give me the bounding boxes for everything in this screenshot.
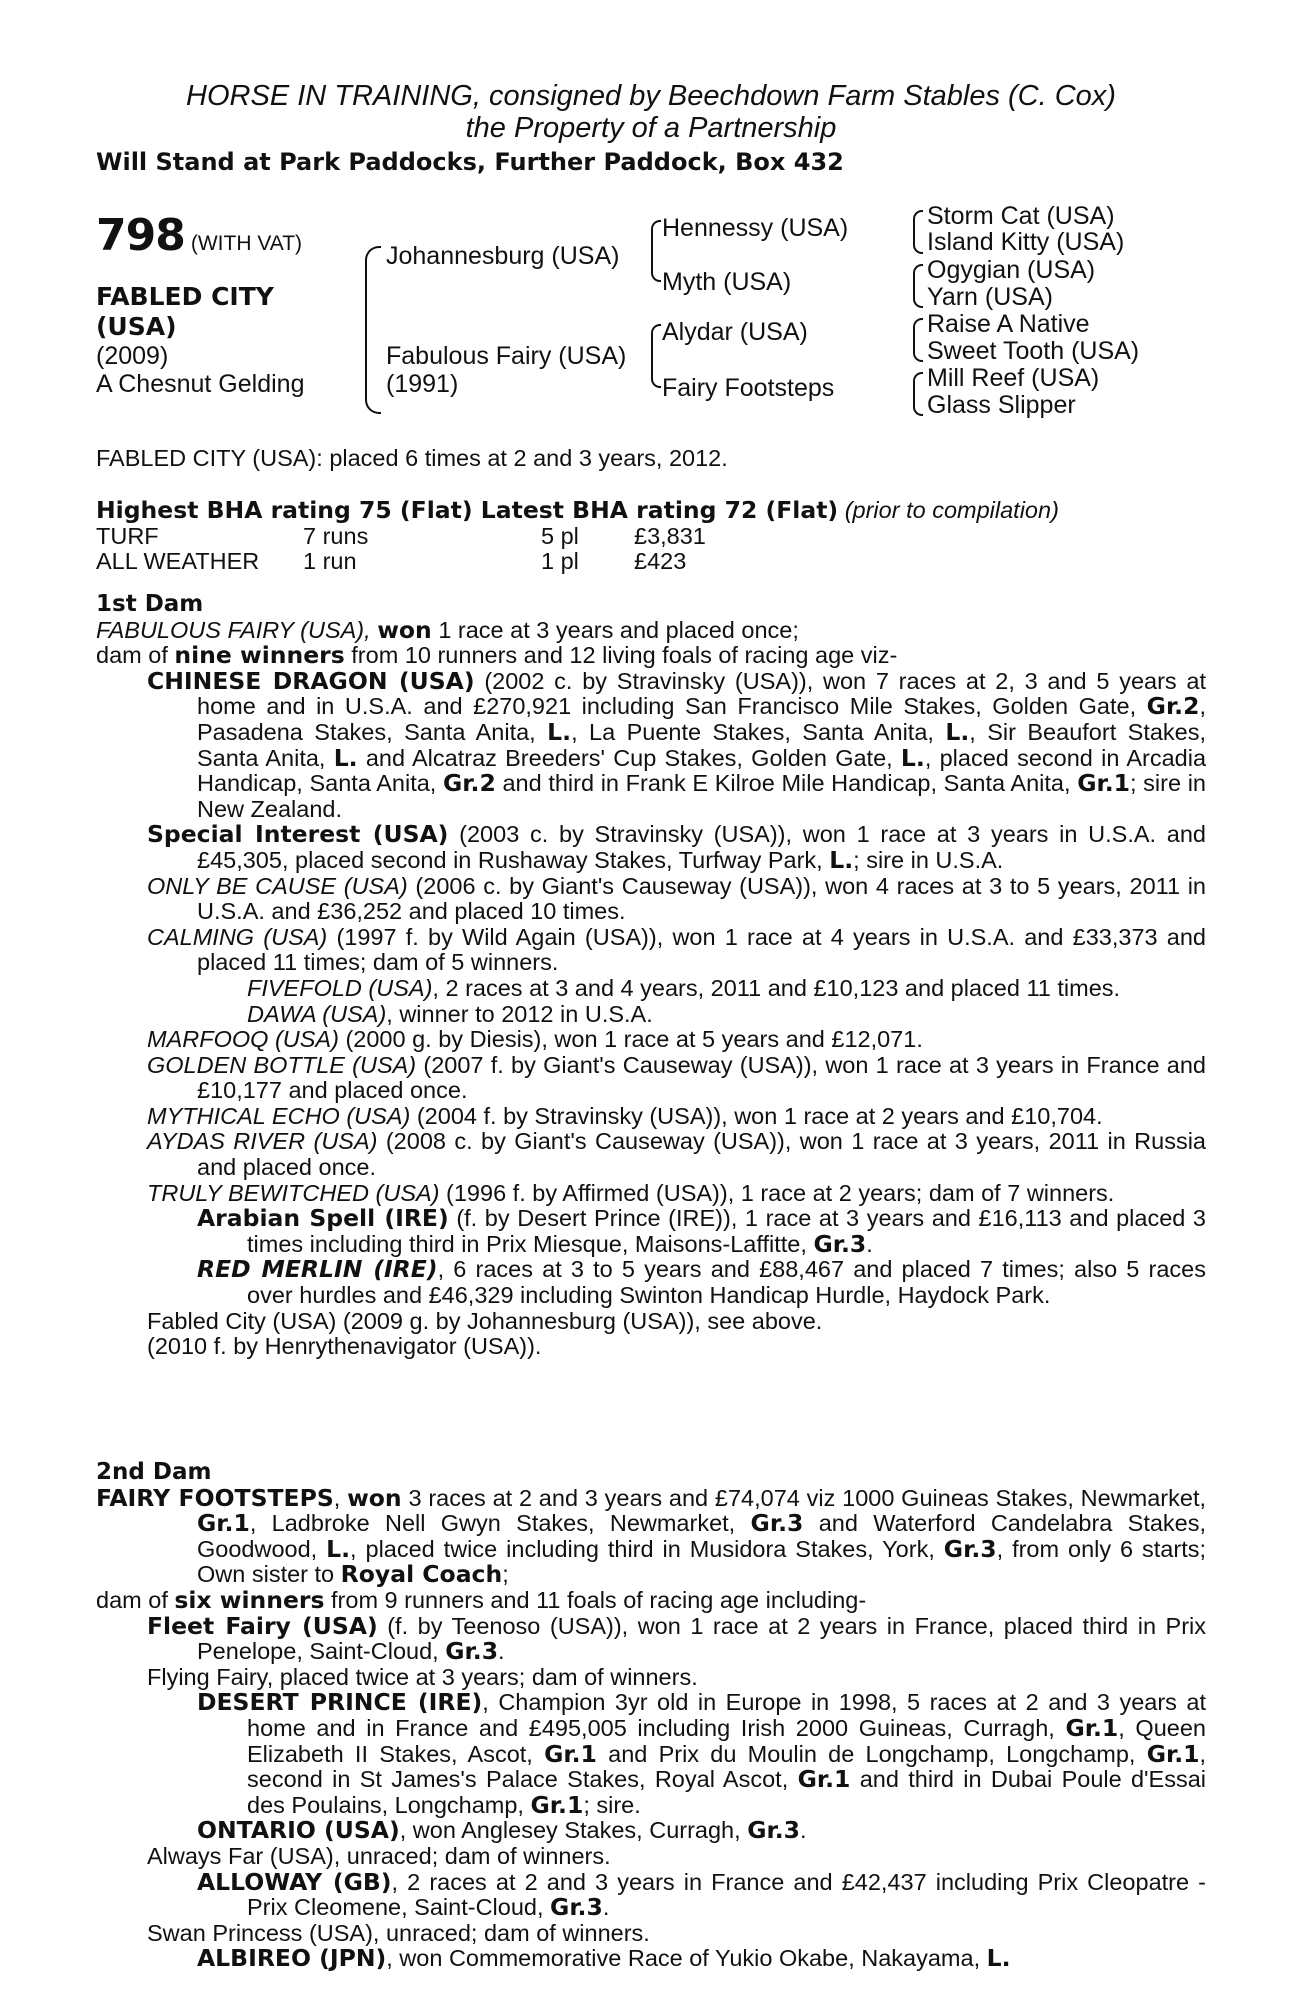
produce-name: GOLDEN BOTTLE (USA): [147, 1051, 417, 1078]
gg-brace-2: [913, 264, 923, 308]
text: , Pasadena Stakes, Santa Anita,: [197, 693, 1206, 745]
text: , from only 6 starts; Own sister to: [197, 1535, 1207, 1588]
produce-name: ALBIREO (JPN): [197, 1944, 387, 1973]
pedigree-block: [96, 202, 1206, 422]
winners-count: six winners: [174, 1585, 325, 1614]
produce-name: FIVEFOLD (USA): [247, 974, 433, 1001]
text: and Prix du Moulin de Longchamp, Longchamp,: [608, 1740, 1136, 1767]
surface-cell: ALL WEATHER: [96, 547, 260, 574]
text: and third in Dubai Poule d'Essai des Poulains, Longchamp,: [247, 1766, 1207, 1818]
won-label: won: [347, 1483, 402, 1512]
grade: Gr.1: [530, 1790, 584, 1819]
lot-number: [96, 210, 302, 261]
great-grand-produce-entry: [96, 1257, 1206, 1308]
text: , 6 races at 3 to 5 years and £88,467 and placed 7 times; also 5 races over hurdles and £46,329 including Swinton Handicap Hurdle, Haydock Park.: [247, 1256, 1206, 1309]
text: , placed second in Arcadia Handicap, Santa Anita,: [197, 744, 1207, 797]
text: from 10 runners and 12 living foals of racing age viz-: [351, 642, 898, 669]
summary-line: [96, 446, 1206, 472]
text: , Sir Beaufort Stakes, Santa Anita,: [197, 718, 1207, 771]
dam: Fabulous Fairy (USA): [386, 342, 627, 370]
earnings-cell: £423: [634, 547, 687, 574]
gg-raise-a-native: Raise A Native: [927, 310, 1090, 338]
text: and Alcatraz Breeders' Cup Stakes, Golden Gate,: [365, 744, 893, 771]
text: .: [602, 1894, 610, 1921]
grade: Gr.1: [1077, 769, 1130, 798]
gg-glass-slipper: Glass Slipper: [927, 391, 1076, 419]
grade: L.: [900, 743, 925, 772]
dam-year: (1991): [386, 370, 459, 398]
table-row: [96, 524, 706, 549]
location-line: Will Stand at Park Paddocks, Further Paddock, Box 432: [96, 148, 844, 176]
produce-entry: [96, 666, 1207, 823]
sibling-name: Royal Coach: [340, 1560, 503, 1589]
gg-sweet-tooth: Sweet Tooth (USA): [927, 337, 1140, 365]
produce-entry: Flying Fairy, placed twice at 3 years; dam of winners.: [147, 1663, 698, 1690]
text: (2004 f. by Stravinsky (USA)), won 1 race at 2 years and £10,704.: [416, 1102, 1103, 1129]
text: (2006 c. by Giant's Causeway (USA)), won 4 races at 3 to 5 years, 2011 in U.S.A. and £36,252 and placed 10 times.: [197, 872, 1207, 925]
placed-cell: 5 pl: [541, 522, 579, 549]
text: , Champion 3yr old in Europe in 1998, 5 races at 2 and 3 years at home and in France and £495,005 including Irish 2000 Guineas, Curragh,: [247, 1689, 1207, 1741]
won-label: won: [377, 615, 432, 644]
dam-name: FAIRY FOOTSTEPS: [96, 1483, 334, 1512]
gg-yarn: Yarn (USA): [927, 283, 1053, 311]
dam-record: 1 race at 3 years and placed once;: [438, 616, 799, 643]
dam-name: FABULOUS FAIRY (USA),: [96, 616, 371, 643]
sire-sire: Hennessy (USA): [662, 214, 849, 242]
grade: Gr.1: [197, 1509, 250, 1538]
produce-name: AYDAS RIVER (USA): [147, 1128, 378, 1155]
grand-produce-entry: [96, 1206, 1206, 1257]
produce-entry: [96, 1027, 1206, 1053]
text: dam of: [96, 1586, 168, 1613]
bha-ratings: Highest BHA rating 75 (Flat) Latest BHA rating 72 (Flat): [96, 496, 839, 524]
horse-name: FABLED CITY: [96, 282, 274, 311]
sire-dam: Myth (USA): [662, 268, 792, 296]
produce-entry: [96, 1611, 1206, 1666]
race-summary: FABLED CITY (USA): placed 6 times at 2 and 3 years, 2012.: [96, 445, 728, 471]
horse-description: A Chesnut Gelding: [96, 370, 305, 398]
text: ;: [502, 1561, 509, 1588]
text: ; sire.: [583, 1791, 641, 1818]
produce-name: MYTHICAL ECHO (USA): [147, 1102, 411, 1129]
first-dam-section: [96, 592, 1206, 1360]
produce-name: ONLY BE CAUSE (USA): [147, 872, 408, 899]
text: (f. by Teenoso (USA)), won 1 race at 2 years in France, placed third in Prix Penelope, Saint-Cloud,: [197, 1612, 1206, 1665]
grade: L.: [986, 1944, 1011, 1973]
section-heading: 1st Dam: [96, 591, 204, 617]
text: (2008 c. by Giant's Causeway (USA)), won 1 race at 3 years, 2011 in Russia and placed once.: [197, 1128, 1206, 1181]
produce-name: TRULY BEWITCHED (USA): [147, 1179, 440, 1206]
grade: L.: [829, 845, 854, 874]
grade: L.: [547, 717, 572, 746]
produce-entry: [96, 1181, 1206, 1207]
text: 3 races at 2 and 3 years and £74,074 viz 1000 Guineas Stakes, Newmarket,: [408, 1484, 1207, 1511]
winners-count: nine winners: [174, 641, 345, 670]
grade: Gr.3: [445, 1637, 499, 1666]
text: (2003 c. by Stravinsky (USA)), won 1 race at 3 years in U.S.A. and £45,305, placed second in Rushaway Stakes, Turfway Park,: [197, 821, 1207, 873]
text: ; sire in New Zealand.: [197, 770, 1206, 822]
produce-name: ONTARIO (USA): [197, 1816, 400, 1845]
grade: Gr.1: [544, 1739, 597, 1768]
text: , won Anglesey Stakes, Curragh,: [399, 1817, 741, 1844]
placed-cell: 1 pl: [541, 547, 579, 574]
grade: L.: [326, 1534, 351, 1563]
grade: Gr.1: [797, 1765, 851, 1794]
horse-name-country: (USA): [96, 312, 177, 341]
text: and third in Frank E Kilroe Mile Handicap, Santa Anita,: [502, 770, 1071, 797]
dam-dam: Fairy Footsteps: [662, 374, 835, 402]
gg-ogygian: Ogygian (USA): [927, 256, 1096, 284]
text: , winner to 2012 in U.S.A.: [386, 1000, 653, 1027]
produce-entry: [96, 925, 1206, 976]
grand-produce-entry: [96, 1818, 1206, 1844]
dam-sire: Alydar (USA): [662, 318, 808, 346]
grade: L.: [333, 743, 358, 772]
runs-cell: 1 run: [303, 547, 357, 574]
gg-mill-reef: Mill Reef (USA): [927, 364, 1100, 392]
grade: Gr.3: [813, 1229, 867, 1258]
produce-entry: Fabled City (USA) (2009 g. by Johannesburg (USA)), see above.: [147, 1307, 823, 1334]
text: , 2 races at 3 and 4 years, 2011 and £10,123 and placed 11 times.: [432, 974, 1121, 1001]
produce-entry: [96, 1104, 1206, 1130]
produce-name: RED MERLIN (IRE): [197, 1255, 438, 1284]
second-dam-section: [96, 1460, 1206, 1972]
text: and Waterford Candelabra Stakes, Goodwood,: [197, 1510, 1207, 1562]
produce-line: [96, 643, 1206, 669]
produce-entry: [96, 822, 1206, 873]
surface-cell: TURF: [96, 522, 159, 549]
runs-cell: 7 runs: [303, 522, 369, 549]
produce-name: MARFOOQ (USA): [147, 1026, 339, 1053]
produce-name: DAWA (USA): [247, 1000, 387, 1027]
text: (1996 f. by Affirmed (USA)), 1 race at 2 years; dam of 7 winners.: [446, 1179, 1115, 1206]
text: (f. by Desert Prince (IRE)), 1 race at 3 years and £16,113 and placed 3 times including third in Prix Miesque, Maisons-Laffitte,: [247, 1205, 1206, 1257]
grand-produce-entry: [96, 1867, 1206, 1922]
grade: Gr.2: [443, 769, 496, 798]
grade: Gr.1: [1065, 1713, 1119, 1742]
gg-island-kitty: Island Kitty (USA): [927, 228, 1125, 256]
dam-brace: [651, 324, 661, 388]
produce-name: Special Interest (USA): [147, 820, 449, 849]
grand-produce-entry: [96, 1002, 1206, 1028]
text: , La Puente Stakes, Santa Anita,: [571, 718, 934, 745]
text: .: [800, 1817, 807, 1844]
text: , placed twice including third in Musidora Stakes, York,: [350, 1535, 935, 1562]
vat-note: (WITH VAT): [190, 232, 303, 255]
produce-name: DESERT PRINCE (IRE): [197, 1688, 483, 1717]
produce-line: [96, 1585, 1206, 1614]
text: (2000 g. by Diesis), won 1 race at 5 years and £12,071.: [345, 1026, 923, 1053]
text: (1997 f. by Wild Again (USA)), won 1 race at 4 years in U.S.A. and £33,373 and placed 11 times; dam of 5 winners.: [197, 923, 1206, 976]
produce-name: ALLOWAY (GB): [197, 1867, 392, 1896]
text: .: [866, 1230, 873, 1257]
dam-line: [96, 615, 1206, 644]
text: , second in St James's Palace Stakes, Royal Ascot,: [247, 1740, 1207, 1793]
produce-entry: [96, 1129, 1206, 1180]
text: , Ladbroke Nell Gwyn Stakes, Newmarket,: [249, 1510, 736, 1537]
text: .: [498, 1638, 505, 1665]
text: from 9 runners and 11 foals of racing age including-: [331, 1586, 867, 1613]
grade: Gr.3: [943, 1534, 997, 1563]
text: , Queen Elizabeth II Stakes, Ascot,: [247, 1714, 1206, 1767]
grade: L.: [945, 717, 970, 746]
grand-produce-entry: [96, 1946, 1206, 1972]
dam-entry: [96, 1483, 1207, 1589]
ratings-note: (prior to compilation): [844, 497, 1059, 523]
sire-brace: [651, 220, 661, 282]
gg-storm-cat: Storm Cat (USA): [927, 202, 1115, 230]
text: dam of: [96, 642, 168, 669]
gg-brace-1: [913, 210, 923, 254]
text: , 2 races at 2 and 3 years in France and £42,437 including Prix Cleopatre - Prix Cleomene, Saint-Cloud,: [247, 1868, 1206, 1921]
lot-number-value: 798: [96, 210, 185, 261]
grade: Gr.2: [1146, 692, 1200, 721]
text: ,: [333, 1484, 341, 1511]
race-record-table: [96, 524, 706, 574]
produce-name: CHINESE DRAGON (USA): [147, 666, 475, 695]
sire: Johannesburg (USA): [386, 242, 620, 270]
produce-name: Fleet Fairy (USA): [147, 1611, 378, 1640]
table-row: [96, 549, 706, 574]
foaling-year: (2009): [96, 342, 169, 370]
gg-brace-4: [913, 372, 923, 416]
gg-brace-3: [913, 318, 923, 362]
text: ; sire in U.S.A.: [853, 846, 1004, 873]
grade: Gr.3: [747, 1816, 800, 1845]
property-line: the Property of a Partnership: [465, 112, 837, 144]
produce-entry: [96, 874, 1206, 925]
ratings-block: [96, 498, 1206, 574]
produce-name: Arabian Spell (IRE): [197, 1204, 449, 1233]
produce-name: CALMING (USA): [147, 923, 328, 950]
grade: Gr.3: [750, 1509, 804, 1538]
section-heading: 2nd Dam: [96, 1459, 212, 1485]
catalogue-page: [96, 80, 1207, 1973]
grade: Gr.3: [550, 1893, 603, 1922]
text: (2002 c. by Stravinsky (USA)), won 7 races at 2, 3 and 5 years at home and in U.S.A. and £270,921 including San Francisco Mile Stakes, Golden Gate,: [197, 667, 1207, 720]
consignor-line: HORSE IN TRAINING, consigned by Beechdown Farm Stables (C. Cox): [186, 80, 1116, 112]
grand-produce-entry: [96, 1690, 1206, 1818]
text: (2007 f. by Giant's Causeway (USA)), won 1 race at 3 years in France and £10,177 and placed once.: [197, 1051, 1206, 1104]
grand-produce-entry: [96, 976, 1206, 1002]
pedigree-main-brace: [365, 246, 381, 414]
produce-entry: [96, 1053, 1206, 1104]
produce-entry: Always Far (USA), unraced; dam of winners.: [147, 1842, 611, 1869]
text: , won Commemorative Race of Yukio Okabe, Nakayama,: [386, 1945, 981, 1972]
produce-entry: (2010 f. by Henrythenavigator (USA)).: [147, 1333, 542, 1360]
earnings-cell: £3,831: [634, 522, 706, 549]
produce-entry: Swan Princess (USA), unraced; dam of winners.: [147, 1919, 650, 1946]
grade: Gr.1: [1146, 1739, 1200, 1768]
